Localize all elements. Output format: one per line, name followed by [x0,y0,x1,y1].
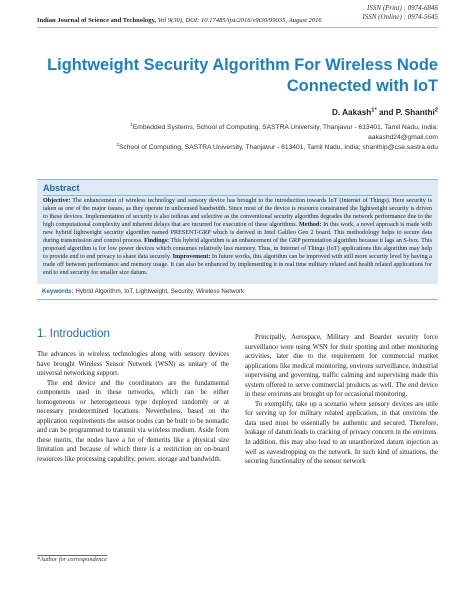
affiliation-1-marker: 1 [130,121,133,127]
abstract-divider [43,195,432,196]
objective-text: The enhancement of wireless technology and sensory device has brought to the introduction towards IoT (Internet of Things). Here security is taken as one of the major issues, as they operate in unlicensed bandwidth. Since most of the device is resource constrained the lightweight security is driven to these devices. Implementation of security is also tedious and selective as the conventional security algorithm degrades the network performance due to the high computational complexity and inherent delays that are incurred for execution of these algorithms. [43,198,432,229]
journal-reference: Vol 9(30), DOI: 10.17485/ijst/2016/v9i30/99035, August 2016 [157,17,322,24]
abstract-heading: Abstract [43,183,80,193]
author-join: and P. Shanthi [376,108,435,117]
method-text: In this work, a novel approach is made with new hybrid lightweight security algorithm named PRESENT-GRP which is derived in Intel Galileo Gen 2 board. This methodology helps to secure data during transmission and control process. [43,222,433,245]
authors [332,108,438,117]
header-divider [37,27,438,28]
footnote-correspondence: *Author for correspondence [37,556,107,563]
paragraph: Principally, Aerospace, Military and Boarder security force surveillance were using WSN for their spotting and other monitoring activities, later due to the requirement for commercial market applications like medical monitoring, environs surveillance, industrial supervising and governing, traffic calming and supervising made this system offered to serve commercial products as well. The end device in these environs are brought up for occasional monitoring. [245,334,438,399]
affiliation-2-text: School of Computing, SASTRA University, Thanjavur - 613401, Tamil Nadu, India; shanthip@cse.sastra.edu [118,144,438,151]
method-label: Method: [298,222,322,229]
author-1-marker: 1* [371,107,377,114]
paper-title [37,55,438,97]
affiliation-2 [38,143,438,153]
paragraph: The advances in wireless technologies along with sensory devices have brought Wireless Sensor Network (WSN) as unitary of the universal networking support. [37,351,229,378]
issn-print: ISSN (Print) : 0974-6846 [367,4,438,12]
issn-online: ISSN (Online) : 0974-5645 [362,13,438,21]
keywords-label: Keywords: [42,288,74,295]
affiliation-2-marker: 2 [116,141,119,147]
journal-name: Indian Journal of Science and Technology, [37,17,157,24]
objective-label: Objective: [43,198,71,204]
paragraph: To exemplify, take up a scenario where sensory devices are utile for serving up for military related application, in that environs the data used must be essentially be authentic and secured. Therefore, leakage of datum leads to cracking of privacy concern in the environs. In addition, this may also lead to an unauthorized datum injection as well as eavesdropping on the network. In such kind of situations, the securing functionality of the sensor network [245,400,438,466]
findings-text: This hybrid algorithm is an enhancement of the GRP permutation algorithm because it lags an S-box. This proposed algorithm is for low power devices which consumes relatively less memory. Thus, in Internet of Things (IoT) applications this algorithm may help to provide end to end privacy to share data securely. [43,238,432,261]
keywords [42,288,244,295]
left-column [37,350,229,465]
keywords-text: Hybrid Algorithm, IoT, Lightweight, Security, Wireless Network [73,288,245,295]
right-column [245,333,438,467]
author-1: D. Aakash [331,108,372,117]
title-line-1: Lightweight Security Algorithm For Wireless Node [47,56,438,74]
paragraph: The end device and the coordinators are the fundamental components used in these networks, which can be either homogeneous or heterogeneous type deployed randomly or at necessary predetermined locations. Nevertheless, based on the application requirements the sensor nodes can be built to be nomadic and can be programmed to transmit via wireless medium. Aside from these merits, the nodes have a lot of demerits like a physical size limitation and because of which there is a restriction on on-board resources like processing capability, power, storage and bandwidth. [37,379,229,464]
title-line-2: Connected with IoT [286,77,438,95]
abstract-body [43,197,432,277]
affiliation-1-text: Embedded Systems, School of Computing, SASTRA University, Thanjavur - 613401, Tamil Nadu, India; [132,124,438,131]
author-2-marker: 2 [434,107,438,114]
journal-line [37,17,322,24]
improvement-text: In future works, this algorithm can be improved with still more security level by having a trade off between performance and memory usage. It can also be enhanced by implementing it in real time military related and health related applications for end to end security for smaller size datum. [43,254,432,277]
affiliation-1 [38,123,438,133]
keywords-divider [37,299,438,300]
improvement-label: Improvement: [172,254,211,261]
affiliations [38,123,438,153]
affiliation-1-email: aakashd24@gmail.com [368,134,438,141]
findings-label: Findings: [144,238,170,245]
issn-block [362,4,438,22]
section-heading-introduction: 1. Introduction [37,328,110,340]
